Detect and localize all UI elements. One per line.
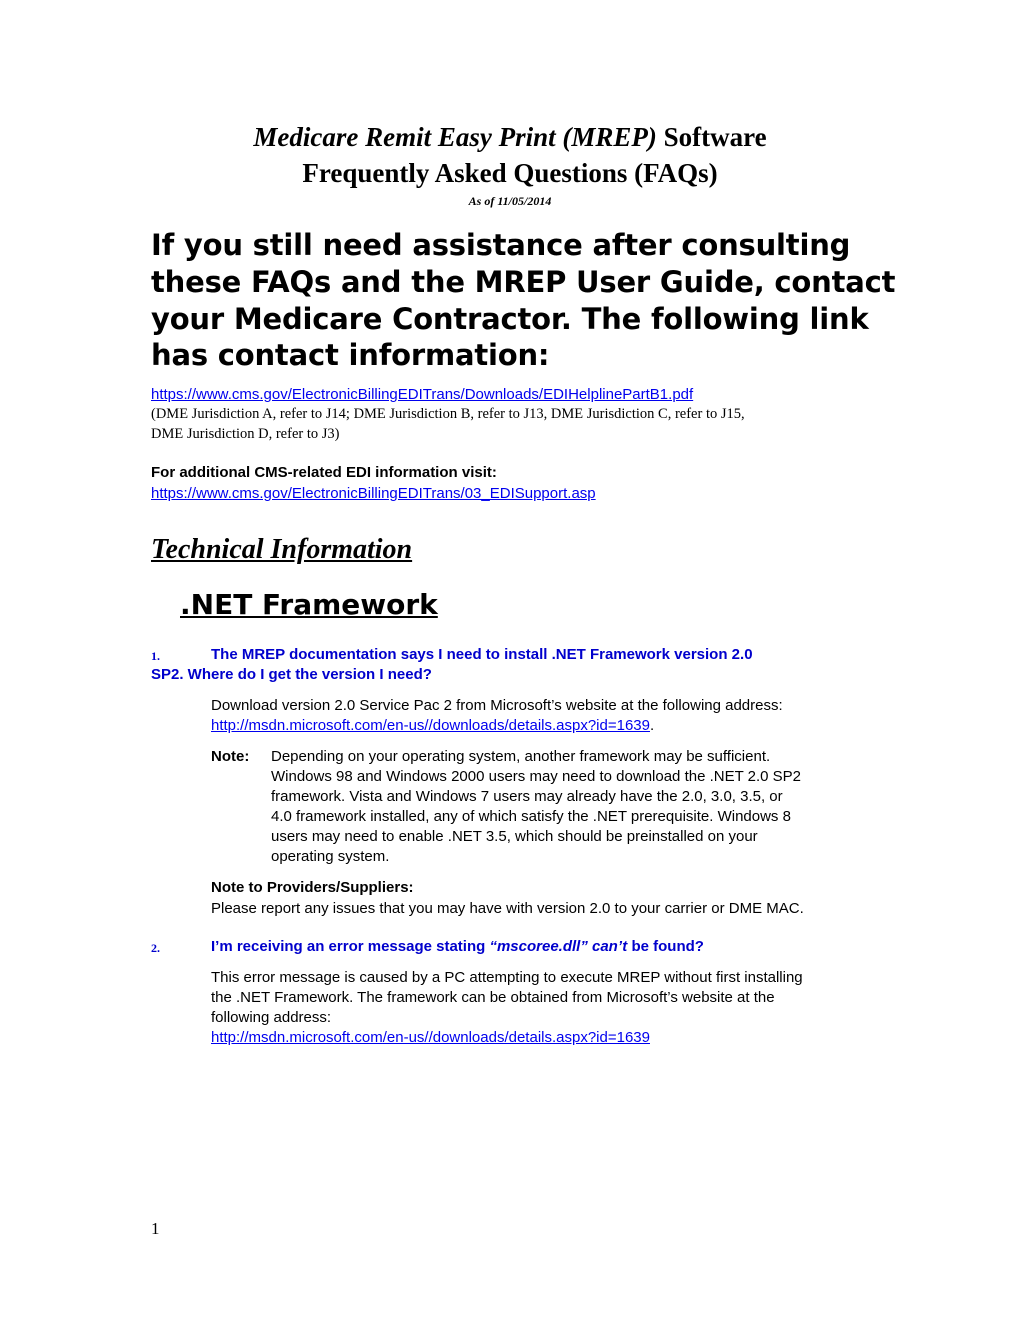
faq2-question-post: be found?	[627, 938, 704, 955]
faq1-note-line-5: users may need to enable .NET 3.5, which should be preinstalled on your	[271, 828, 758, 845]
intro-line-4: has contact information:	[151, 338, 550, 372]
jurisdiction-line-1: (DME Jurisdiction A, refer to J14; DME Jurisdiction B, refer to J13, DME Jurisdiction C, refer to J15,	[151, 406, 745, 422]
faq2-question-pre: I’m receiving an error message stating	[211, 938, 490, 955]
edi-support-link[interactable]: https://www.cms.gov/ElectronicBillingEDITrans/03_EDISupport.asp	[151, 485, 596, 502]
faq2-answer-line-2: the .NET Framework. The framework can be obtained from Microsoft’s website at the	[211, 989, 775, 1006]
intro-line-3: your Medicare Contractor. The following link	[151, 302, 869, 336]
faq1-note-line-1: Depending on your operating system, another framework may be sufficient.	[271, 748, 771, 765]
faq1-download-link[interactable]: http://msdn.microsoft.com/en-us//downloads/details.aspx?id=1639	[211, 717, 650, 734]
section-heading: Technical Information	[151, 534, 413, 565]
faq2-answer-line-1: This error message is caused by a PC attempting to execute MREP without first installing	[211, 969, 803, 986]
faq1-link-suffix: .	[649, 717, 655, 734]
faq1-note-line-4: 4.0 framework installed, any of which satisfy the .NET prerequisite. Windows 8	[271, 808, 791, 825]
faq1-answer-link-line	[211, 717, 654, 734]
faq2-question	[211, 938, 704, 955]
faq1-providers-label: Note to Providers/Suppliers:	[211, 879, 414, 896]
jurisdiction-line-2: DME Jurisdiction D, refer to J3)	[151, 426, 340, 442]
faq2-question-italic: “mscoree.dll” can’t	[489, 938, 628, 955]
document-title	[0, 122, 1020, 153]
helpline-link[interactable]: https://www.cms.gov/ElectronicBillingEDITrans/Downloads/EDIHelplinePartB1.pdf	[151, 386, 694, 403]
title-rest: Software	[663, 122, 767, 152]
faq2-number: 2.	[151, 941, 160, 955]
title-italic: Medicare Remit Easy Print (MREP)	[253, 122, 657, 152]
intro-line-2: these FAQs and the MREP User Guide, contact	[151, 265, 896, 299]
faq2-answer-line-3: following address:	[211, 1009, 332, 1026]
faq1-question-line-1: The MREP documentation says I need to install .NET Framework version 2.0	[211, 646, 753, 663]
faq1-note-line-3: framework. Vista and Windows 7 users may already have the 2.0, 3.0, 3.5, or	[271, 788, 783, 805]
faq1-note-label: Note:	[211, 748, 250, 765]
subsection-heading: .NET Framework	[180, 588, 438, 621]
page-number: 1	[151, 1219, 160, 1238]
faq1-answer-line-1: Download version 2.0 Service Pac 2 from Microsoft’s website at the following address:	[211, 697, 783, 714]
as-of-date: As of 11/05/2014	[468, 194, 552, 208]
faq1-question-line-2: SP2. Where do I get the version I need?	[151, 666, 432, 683]
edi-label: For additional CMS-related EDI information visit:	[151, 464, 497, 481]
faq1-note-line-6: operating system.	[271, 848, 390, 865]
faq1-providers-text: Please report any issues that you may have with version 2.0 to your carrier or DME MAC.	[211, 900, 804, 917]
document-subtitle: Frequently Asked Questions (FAQs)	[302, 158, 718, 188]
faq1-note-line-2: Windows 98 and Windows 2000 users may need to download the .NET 2.0 SP2	[271, 768, 802, 785]
faq2-download-link[interactable]: http://msdn.microsoft.com/en-us//downloads/details.aspx?id=1639	[211, 1029, 650, 1046]
intro-line-1: If you still need assistance after consulting	[151, 228, 851, 262]
faq1-number: 1.	[151, 649, 160, 663]
